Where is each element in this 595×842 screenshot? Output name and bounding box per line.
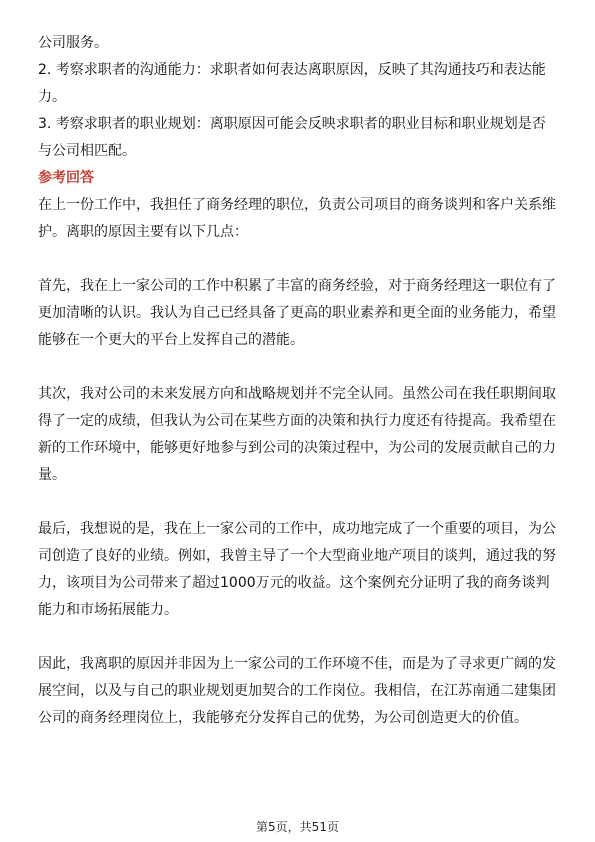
section-heading: 参考回答 — [38, 170, 94, 186]
paragraph-intro: 在上一份工作中，我担任了商务经理的职位，负责公司项目的商务谈判和客户关系维护。离职的原因主要有以下几点： — [38, 197, 556, 240]
paragraph-third: 最后，我想说的是，我在上一家公司的工作中，成功地完成了一个重要的项目，为公司创造了良好的业绩。例如，我曾主导了一个大型商业地产项目的谈判，通过我的努力，该项目为公司带来了超过1000万元的收益。这个案例充分证明了我的商务谈判能力和市场拓展能力。 — [38, 521, 556, 618]
document-body — [38, 30, 558, 732]
list-item-communication: 2. 考察求职者的沟通能力：求职者如何表达离职原因，反映了其沟通技巧和表达能力。 — [38, 62, 546, 105]
text-line: 公司服务。 — [38, 35, 108, 51]
paragraph-first: 首先，我在上一家公司的工作中积累了丰富的商务经验，对于商务经理这一职位有了更加清晰的认识。我认为自己已经具备了更高的职业素养和更全面的业务能力，希望能够在一个更大的平台上发挥自己的潜能。 — [38, 278, 556, 348]
list-item-career-planning: 3. 考察求职者的职业规划：离职原因可能会反映求职者的职业目标和职业规划是否与公司相匹配。 — [38, 116, 546, 159]
paragraph-second: 其次，我对公司的未来发展方向和战略规划并不完全认同。虽然公司在我任职期间取得了一定的成绩，但我认为公司在某些方面的决策和执行力度还有待提高。我希望在新的工作环境中，能够更好地参与到公司的决策过程中，为公司的发展贡献自己的力量。 — [38, 386, 556, 483]
paragraph-conclusion: 因此，我离职的原因并非因为上一家公司的工作环境不佳，而是为了寻求更广阔的发展空间，以及与自己的职业规划更加契合的工作岗位。我相信，在江苏南通二建集团公司的商务经理岗位上，我能够充分发挥自己的优势，为公司创造更大的价值。 — [38, 656, 556, 726]
page-number: 第5页，共51页 — [256, 820, 339, 834]
